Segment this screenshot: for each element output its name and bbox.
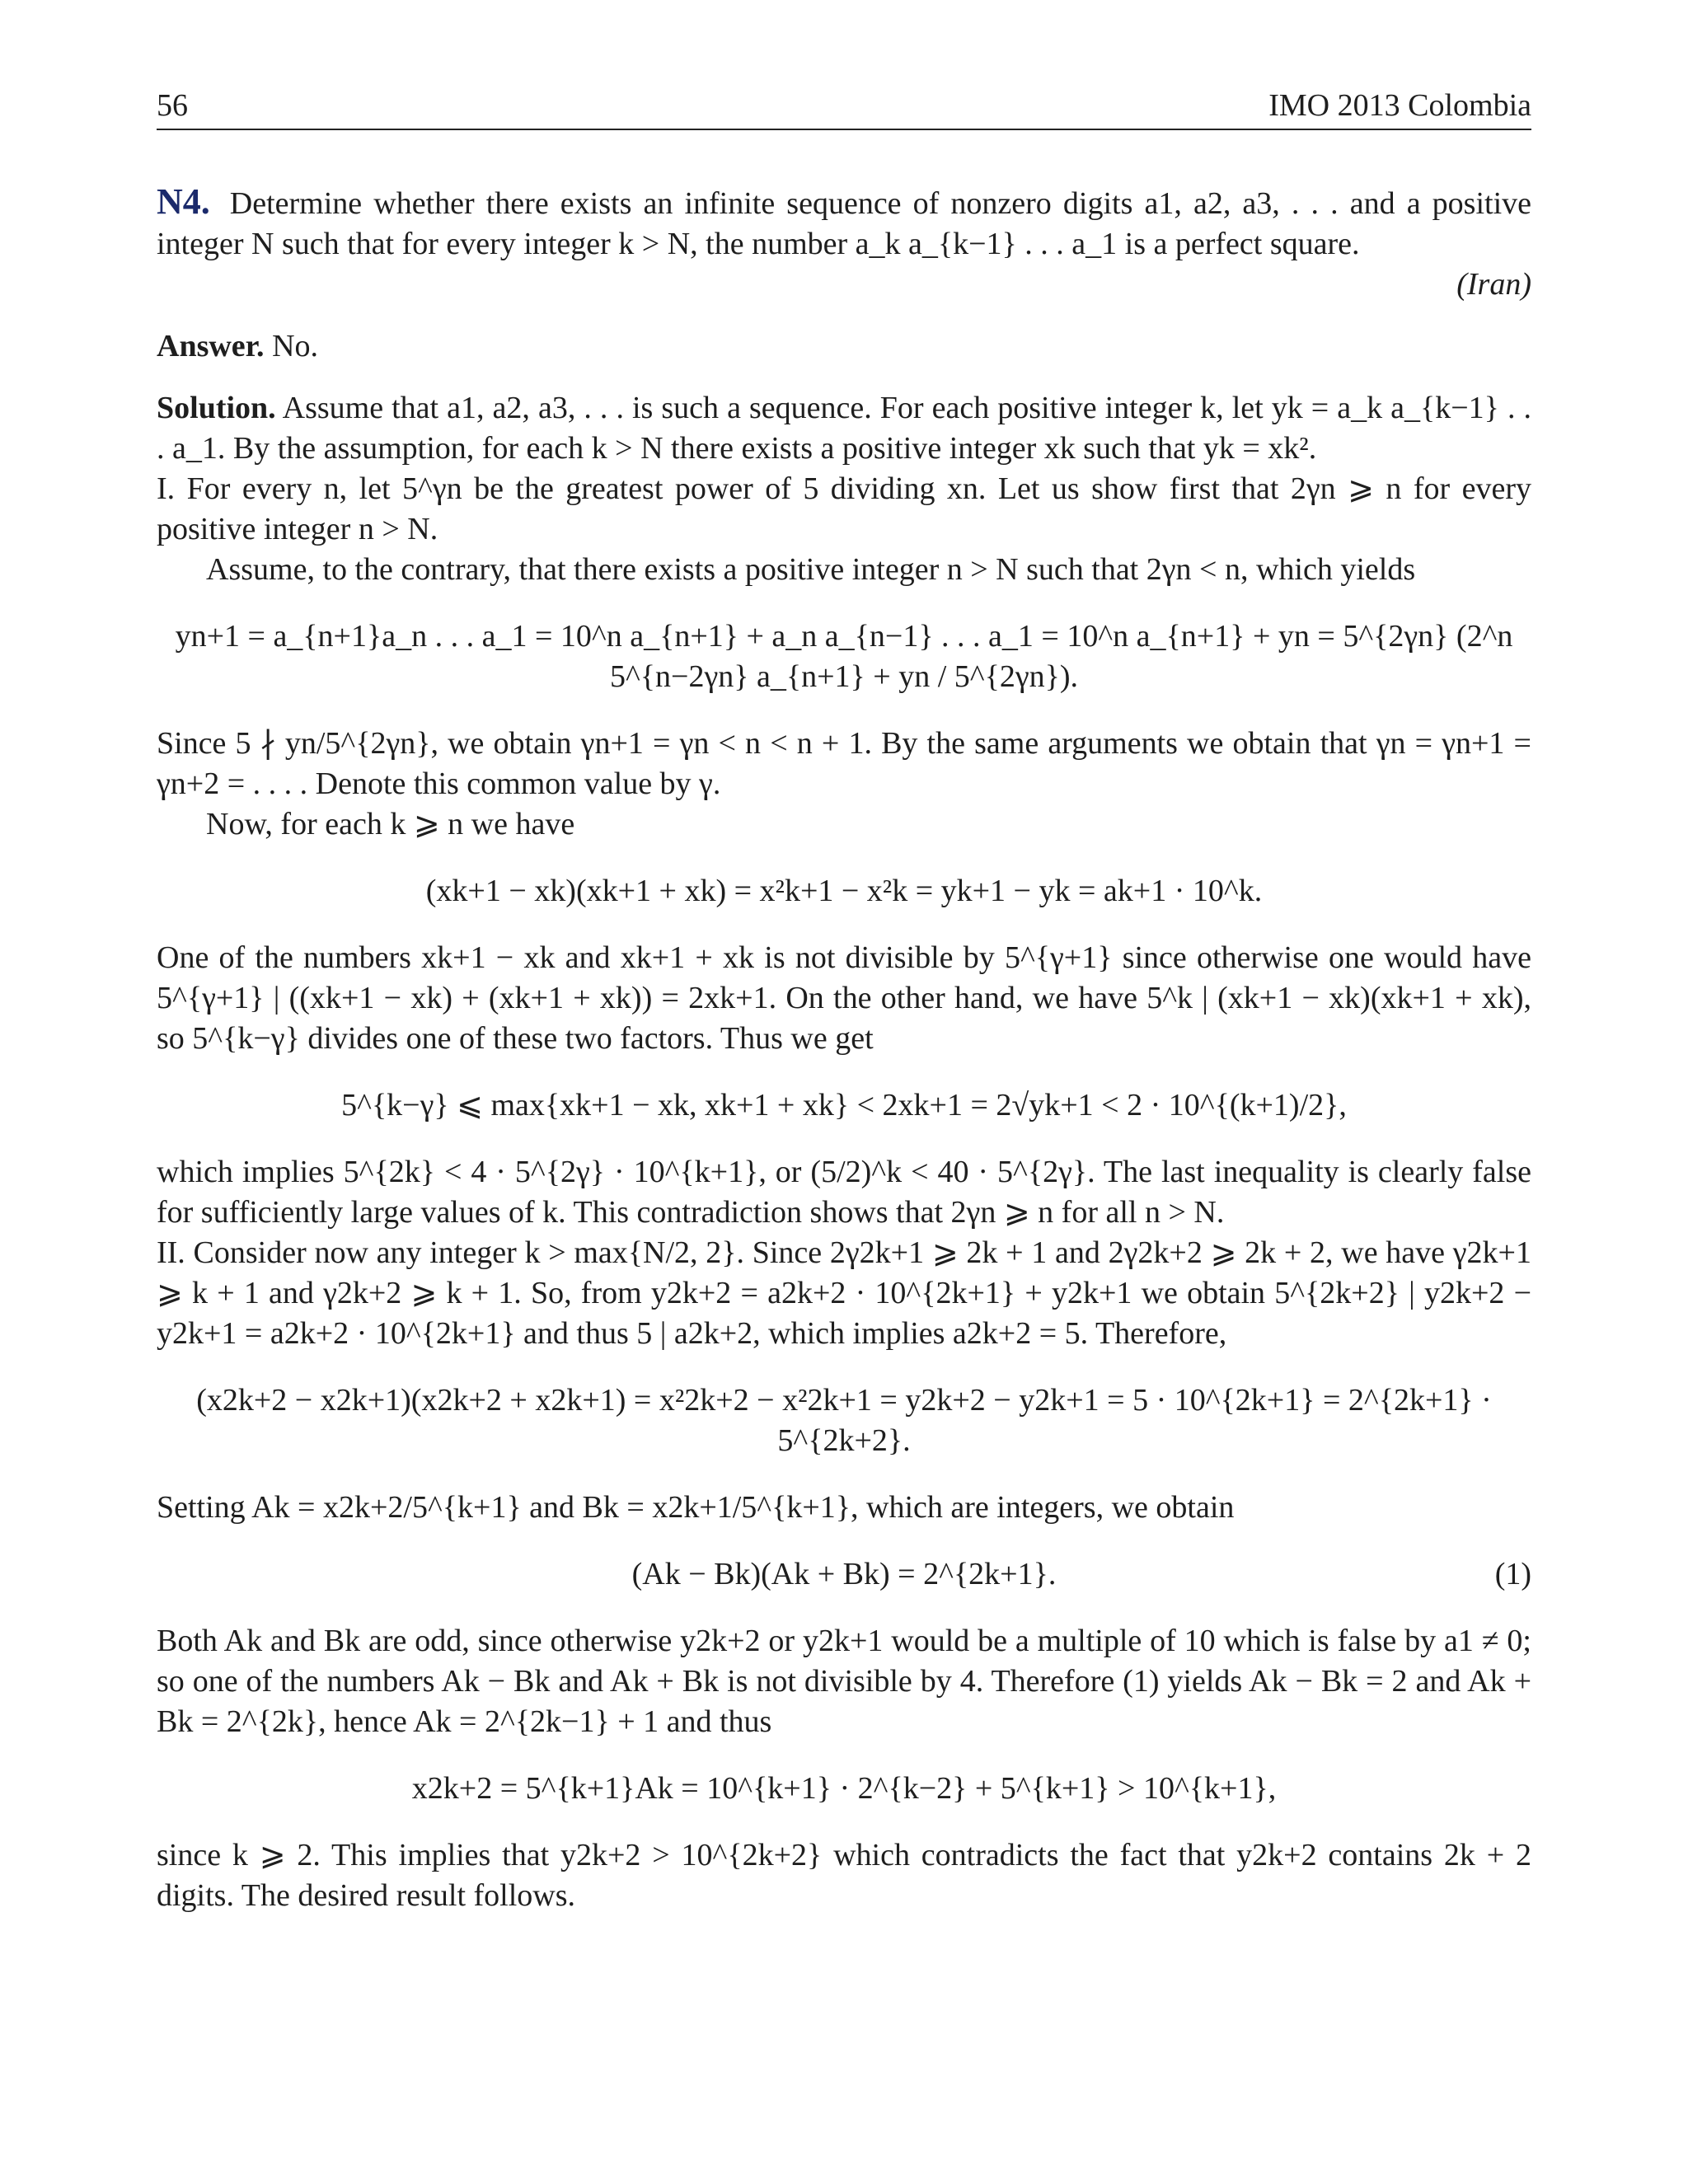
solution-para-9: Setting Ak = x2k+2/5^{k+1} and Bk = x2k+1/5^{k+1}, which are integers, we obtain (157, 1490, 1235, 1525)
main-content (157, 181, 1531, 1916)
equation-4: (x2k+2 − x2k+1)(x2k+2 + x2k+1) = x²2k+2 − x²2k+1 = y2k+2 − y2k+1 = 5 · 10^{2k+1} = 2^{2k+1} · 5^{2k+2}. (196, 1383, 1492, 1458)
problem-statement (157, 181, 1531, 265)
answer (157, 326, 1531, 367)
solution-para-1 (157, 388, 1531, 469)
equation-number: (1) (1494, 1557, 1531, 1591)
running-title: IMO 2013 Colombia (1268, 88, 1531, 123)
solution-para-3: Assume, to the contrary, that there exists a positive integer n > N such that 2γn < n, which yields (206, 552, 1416, 587)
running-header (157, 87, 1531, 129)
solution-para-7: which implies 5^{2k} < 4 · 5^{2γ} · 10^{k+1}, or (5/2)^k < 40 · 5^{2γ}. The last inequality is clearly false for sufficiently large values of k. This contradiction shows that 2γn ⩾ n for all n > N. (157, 1155, 1531, 1230)
solution-para-6: One of the numbers xk+1 − xk and xk+1 + xk is not divisible by 5^{γ+1} since otherwise one would have 5^{γ+1} | ((xk+1 − xk) + (xk+1 + xk)) = 2xk+1. On the other hand, we have 5^k | (xk+1 − xk)(xk+1 + xk), so 5^{k−γ} divides one of these two factors. Thus we get (157, 940, 1531, 1056)
solution-para-8: II. Consider now any integer k > max{N/2, 2}. Since 2γ2k+1 ⩾ 2k + 1 and 2γ2k+2 ⩾ 2k + 2, we have γ2k+1 ⩾ k + 1 and γ2k+2 ⩾ k + 1. So, from y2k+2 = a2k+2 · 10^{2k+1} + y2k+1 we obtain 5^{2k+2} | y2k+2 − y2k+1 = a2k+2 · 10^{2k+1} and thus 5 | a2k+2, which implies a2k+2 = 5. Therefore, (157, 1235, 1531, 1351)
problem-origin: (Iran) (1456, 267, 1531, 302)
page-number: 56 (157, 88, 188, 123)
equation-1: yn+1 = a_{n+1}a_n . . . a_1 = 10^n a_{n+1} + a_n a_{n−1} . . . a_1 = 10^n a_{n+1} + yn = 5^{2γn} (2^n 5^{n−2γn} a_{n+1} + yn / 5^{2γn}). (175, 619, 1513, 694)
answer-label: Answer. (157, 329, 265, 363)
solution-para-2: I. For every n, let 5^γn be the greatest power of 5 dividing xn. Let us show first that 2γn ⩾ n for every positive integer n > N. (157, 471, 1531, 546)
equation-2: (xk+1 − xk)(xk+1 + xk) = x²k+1 − x²k = yk+1 − yk = ak+1 · 10^k. (425, 874, 1263, 908)
problem-id: N4. (157, 181, 210, 222)
solution-label: Solution. (157, 391, 276, 425)
equation-5 (157, 1554, 1531, 1595)
header-rule (157, 129, 1531, 130)
problem-text: Determine whether there exists an infinite sequence of nonzero digits a1, a2, a3, . . . and a positive integer N such that for every integer k > N, the number a_k a_{k−1} . . . a_1 is a perfect square. (157, 186, 1531, 261)
equation-5-body: (Ak − Bk)(Ak + Bk) = 2^{2k+1}. (631, 1557, 1057, 1591)
solution-text-1: Assume that a1, a2, a3, . . . is such a sequence. For each positive integer k, let yk = a_k a_{k−1} . . . a_1. By the assumption, for each k > N there exists a positive integer xk such that yk = xk². (157, 391, 1531, 466)
solution-para-10: Both Ak and Bk are odd, since otherwise y2k+2 or y2k+1 would be a multiple of 10 which is false by a1 ≠ 0; so one of the numbers Ak − Bk and Ak + Bk is not divisible by 4. Therefore (1) yields Ak − Bk = 2 and Ak + Bk = 2^{2k}, hence Ak = 2^{2k−1} + 1 and thus (157, 1624, 1531, 1739)
solution-para-5: Now, for each k ⩾ n we have (206, 807, 575, 841)
solution-para-4: Since 5 ∤ yn/5^{2γn}, we obtain γn+1 = γn < n < n + 1. By the same arguments we obtain that γn = γn+1 = γn+2 = . . . . Denote this common value by γ. (157, 726, 1531, 801)
equation-6: x2k+2 = 5^{k+1}Ak = 10^{k+1} · 2^{k−2} + 5^{k+1} > 10^{k+1}, (411, 1771, 1277, 1806)
answer-text: No. (272, 329, 319, 363)
solution-para-11: since k ⩾ 2. This implies that y2k+2 > 10^{2k+2} which contradicts the fact that y2k+2 contains 2k + 2 digits. The desired result follows. (157, 1838, 1531, 1913)
equation-3: 5^{k−γ} ⩽ max{xk+1 − xk, xk+1 + xk} < 2xk+1 = 2√yk+1 < 2 · 10^{(k+1)/2}, (341, 1088, 1347, 1122)
